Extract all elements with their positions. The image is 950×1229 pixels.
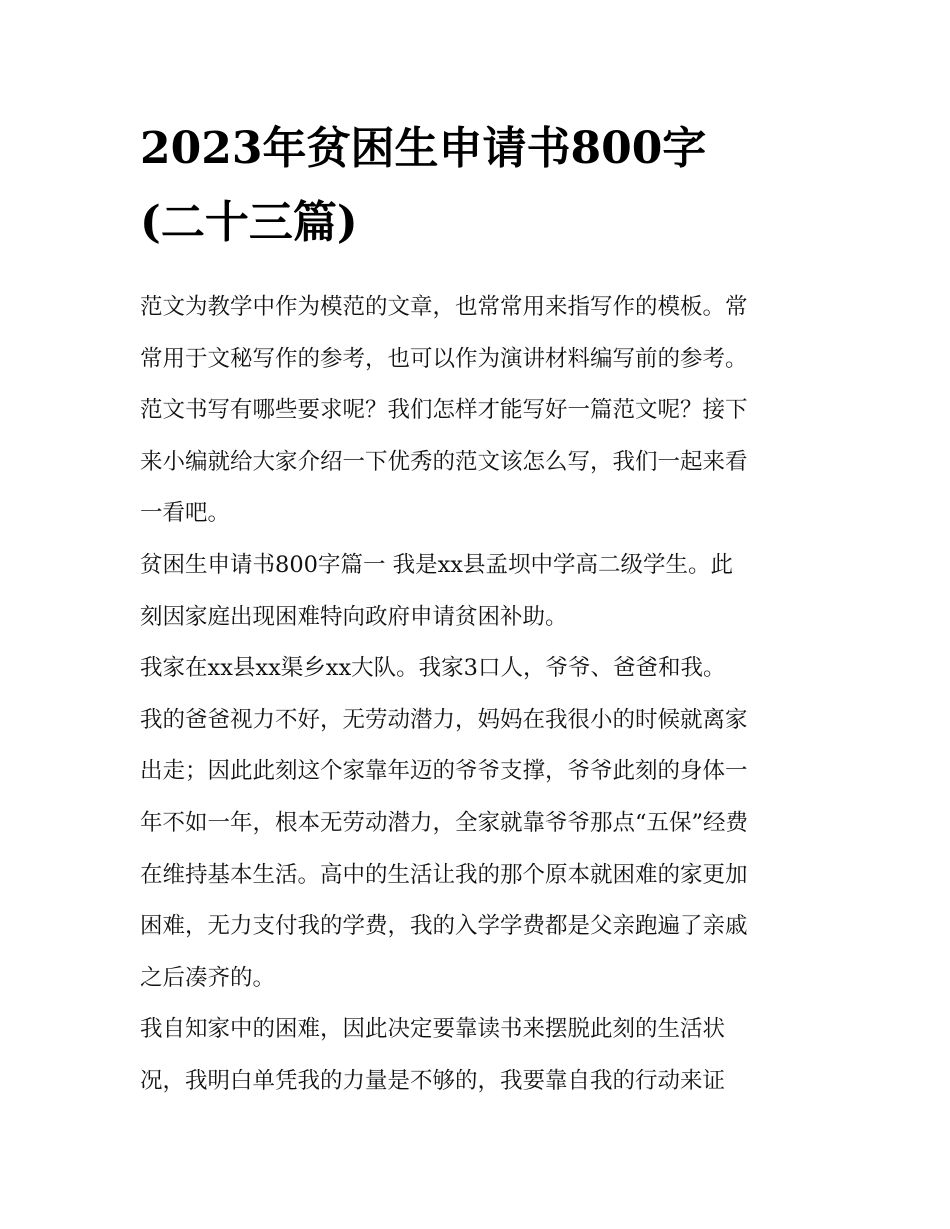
- document-title: [140, 112, 820, 260]
- text-line: 困难，无力支付我的学费，我的入学学费都是父亲跑遍了亲戚: [140, 913, 748, 940]
- text-line: 出走；因此此刻这个家靠年迈的爷爷支撑，爷爷此刻的身体一: [140, 758, 748, 785]
- text-line: 年不如一年，根本无劳动潜力，全家就靠爷爷那点“五保”经费: [140, 809, 749, 836]
- text-line: 在维持基本生活。高中的生活让我的那个原本就困难的家更加: [140, 861, 748, 888]
- text-line: 贫困生申请书800字篇一 我是xx县孟坝中学高二级学生。此: [140, 551, 733, 578]
- text-line: 之后凑齐的。: [140, 964, 276, 991]
- text-line: 我家在xx县xx渠乡xx大队。我家3口人，爷爷、爸爸和我。: [140, 655, 726, 682]
- text-line: 我的爸爸视力不好，无劳动潜力，妈妈在我很小的时候就离家: [140, 706, 748, 733]
- document-body: [140, 282, 820, 1108]
- text-line: 一看吧。: [140, 500, 231, 527]
- text-line: 刻因家庭出现困难特向政府申请贫困补助。: [140, 603, 568, 630]
- text-line: 来小编就给大家介绍一下优秀的范文该怎么写，我们一起来看: [140, 448, 748, 475]
- title-line: (二十三篇): [140, 197, 358, 248]
- title-line: 2023年贫困生申请书800字: [140, 123, 707, 174]
- text-line: 范文书写有哪些要求呢？我们怎样才能写好一篇范文呢？接下: [140, 397, 748, 424]
- text-line: 常用于文秘写作的参考，也可以作为演讲材料编写前的参考。: [140, 345, 748, 372]
- text-line: 范文为教学中作为模范的文章，也常常用来指写作的模板。常: [140, 294, 748, 320]
- text-line: 我自知家中的困难，因此决定要靠读书来摆脱此刻的生活状: [140, 1016, 726, 1043]
- text-line: 况，我明白单凭我的力量是不够的，我要靠自我的行动来证: [140, 1067, 726, 1094]
